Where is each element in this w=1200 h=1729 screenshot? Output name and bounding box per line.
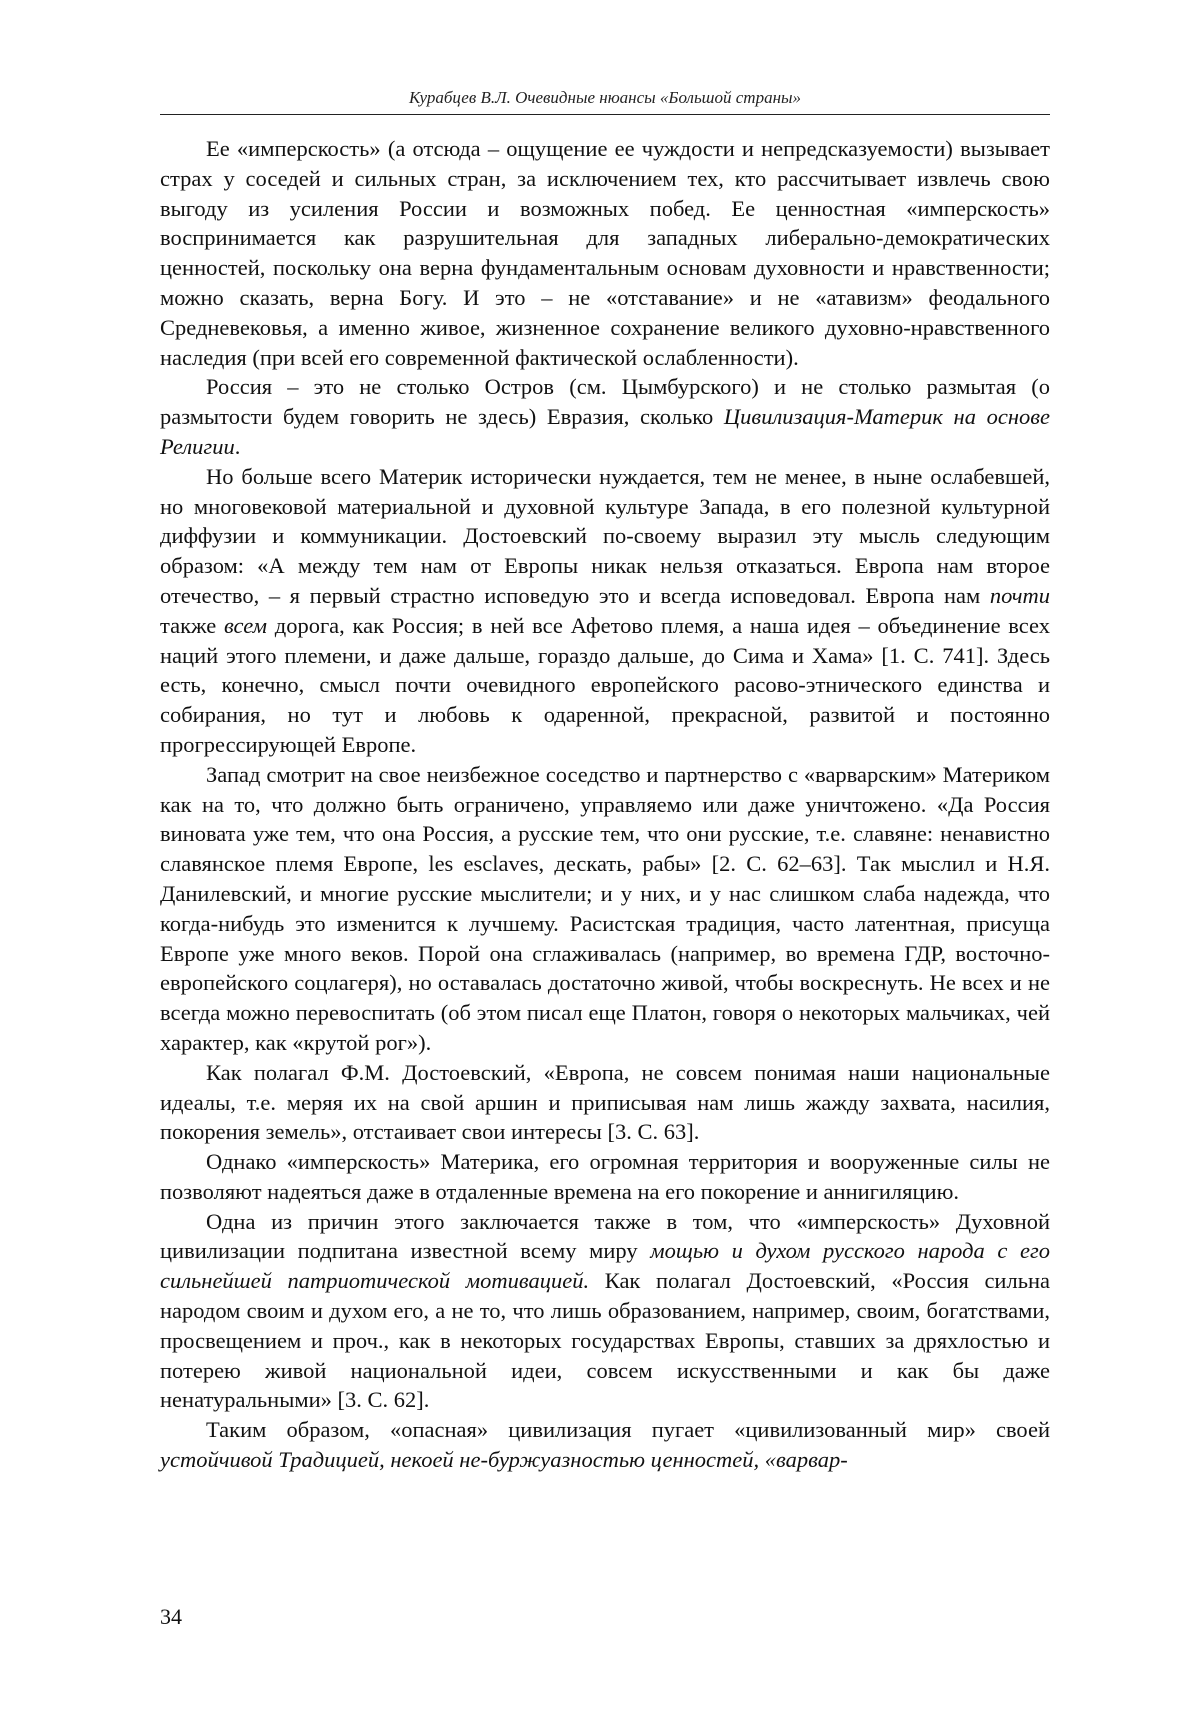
italic-run: всем xyxy=(224,612,267,638)
text-run: Однако «имперскость» Материка, его огромная территория и вооруженные силы не позволяют надеяться даже в отдаленные времена на его покорение и аннигиляцию. xyxy=(160,1149,1050,1204)
paragraph xyxy=(160,1415,1050,1475)
italic-run: почти xyxy=(989,582,1050,608)
paragraph xyxy=(160,462,1050,760)
italic-run: мощью и духом русского народа с его сильнейшей патриотической мотивацией. xyxy=(160,1238,1050,1294)
text-run: Запад смотрит на свое неизбежное соседство и партнерство с «варварским» Материком как на то, что должно быть ограничено, управляемо или даже уничтожено. «Да Россия виновата уже тем, что она Россия, а русские тем, что они русские, т.е. славяне: ненавистно славянское племя Европе, les esclaves, дескать, рабы» [2. С. 62–63]. Так мыслил и Н.Я. Данилевский, и многие русские мыслители; и у них, и у нас слишком слаба надежда, что когда-нибудь это изменится к лучшему. Расистская традиция, часто латентная, присуща Европе уже много веков. Порой она сглаживалась (например, во времена ГДР, восточно-европейского соцлагеря), но оставалась достаточно живой, чтобы воскреснуть. Не всех и не всегда можно перевоспитать (об этом писал еще Платон, говоря о некоторых мальчиках, чей характер, как «крутой рог»). xyxy=(160,761,1050,1055)
text-run: Одна из причин этого заключается также в том, что «имперскость» Духовной цивилизации подпитана известной всему миру xyxy=(160,1208,1050,1264)
body-text xyxy=(160,134,1050,1475)
header-rule xyxy=(160,114,1050,115)
paragraph xyxy=(160,1058,1050,1147)
text-run: Как полагал Ф.М. Достоевский, «Европа, не совсем понимая наши национальные идеалы, т.е. меряя их на свой аршин и приписывая нам лишь жажду захвата, насилия, покорения земель», отстаивает свои интересы [3. С. 63]. xyxy=(160,1059,1050,1145)
paragraph xyxy=(160,1147,1050,1207)
text-run: Но больше всего Материк исторически нуждается, тем не менее, в ныне ослабевшей, но многовековой материальной и духовной культуре Запада, в его полезной культурной диффузии и коммуникации. Достоевский по-своему выразил эту мысль следующим образом: «А между тем нам от Европы никак нельзя отказаться. Европа нам второе отечество, – я первый страстно исповедую это и всегда исповедовал. Европа нам xyxy=(160,463,1050,608)
italic-run: устойчивой Традицией, некоей не-буржуазностью ценностей, «варвар- xyxy=(160,1447,848,1473)
paragraph xyxy=(160,372,1050,461)
text-run: Как полагал Достоевский, «Россия сильна народом своим и духом его, а не то, что лишь образованием, например, своим, богатствами, просвещением и проч., как в некоторых государствах Европы, ставших за дряхлостью и потерею живой национальной идеи, совсем искусственными и как бы даже ненатуральными» [3. С. 62]. xyxy=(160,1268,1050,1413)
paragraph xyxy=(160,760,1050,1058)
paragraph xyxy=(160,134,1050,372)
page-number: 34 xyxy=(160,1604,182,1629)
running-header: Курабцев В.Л. Очевидные нюансы «Большой страны» xyxy=(408,88,802,107)
text-run: Ее «имперскость» (а отсюда – ощущение ее чуждости и непредсказуемости) вызывает страх у соседей и сильных стран, за исключением тех, кто рассчитывает извлечь свою выгоду из усиления России и возможных побед. Ее ценностная «имперскость» воспринимается как разрушительная для западных либерально-демократических ценностей, поскольку она верна фундаментальным основам духовности и нравственности; можно сказать, верна Богу. И это – не «отставание» и не «атавизм» феодального Средневековья, а именно живое, жизненное сохранение великого духовно-нравственного наследия (при всей его современной фактической ослабленности). xyxy=(160,136,1050,370)
text-run: Таким образом, «опасная» цивилизация пугает «цивилизованный мир» своей xyxy=(206,1417,1050,1443)
paragraph xyxy=(160,1207,1050,1416)
text-run: также xyxy=(160,612,225,638)
italic-run: Цивилизация-Материк на основе Религии xyxy=(160,404,1050,459)
text-run: . xyxy=(234,433,241,459)
text-run: Россия – это не столько Остров (см. Цымбурского) и не столько размытая (о размытости будем говорить не здесь) Евразия, сколько xyxy=(160,374,1050,430)
text-run: дорога, как Россия; в ней все Афетово племя, а наша идея – объединение всех наций этого племени, и даже дальше, гораздо дальше, до Сима и Хама» [1. С. 741]. Здесь есть, конечно, смысл почти очевидного европейского расово-этнического единства и собирания, но тут и любовь к одаренной, прекрасной, развитой и постоянно прогрессирующей Европе. xyxy=(160,612,1051,757)
